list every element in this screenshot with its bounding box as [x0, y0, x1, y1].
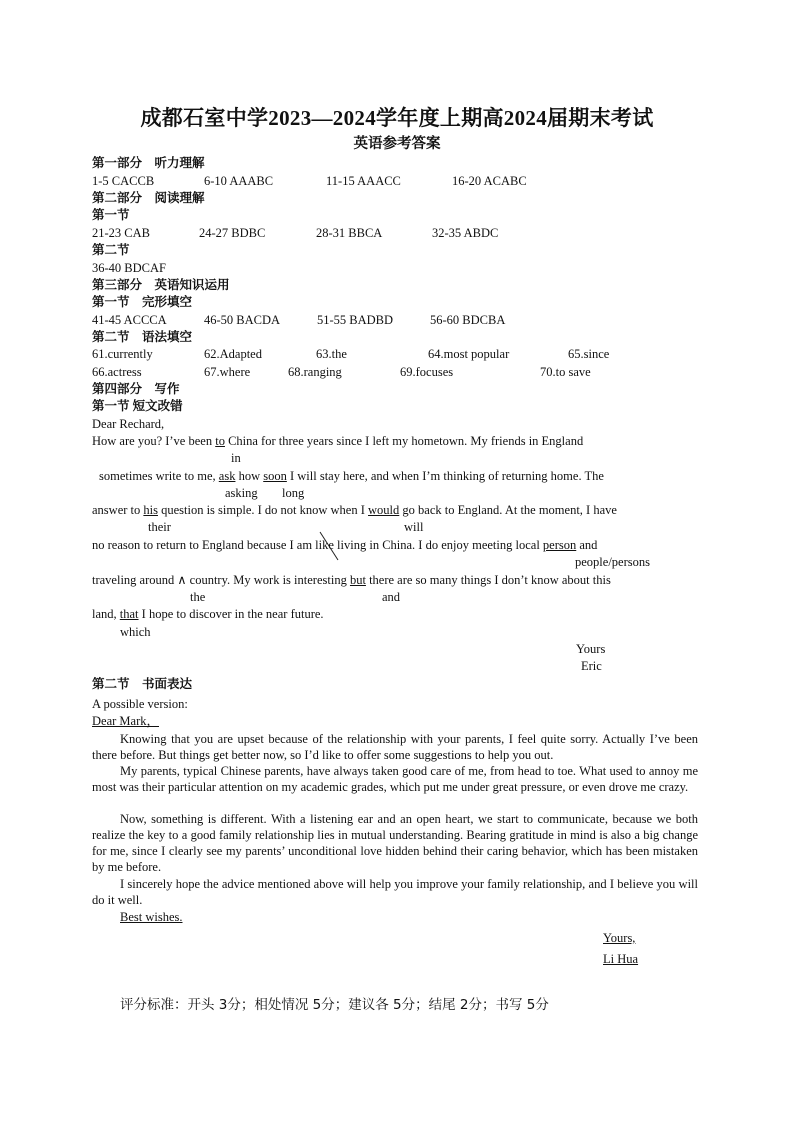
error-word: person [542, 538, 577, 552]
sample-salutation: Dear Mark， [92, 714, 159, 728]
part4-section2-heading: 第二节 书面表达 [92, 677, 193, 691]
grammar-answer: 68.ranging [288, 365, 342, 379]
grammar-answer: 65.since [568, 347, 610, 361]
sample-signature: Li Hua [603, 952, 639, 966]
sample-paragraph: I sincerely hope the advice mentioned above will help you improve your family relationship, and I believe you will do it well. [92, 877, 698, 907]
passage-line: land, that I hope to discover in the near future. [92, 607, 324, 621]
answer-group: 11-15 AAACC [326, 174, 401, 188]
sample-wishes: Best wishes. [120, 910, 183, 924]
grammar-answer: 66.actress [92, 365, 142, 379]
part1-heading: 第一部分 听力理解 [92, 156, 205, 170]
answer-group: 16-20 ACABC [452, 174, 527, 188]
passage-line: sometimes write to me, ask how soon I will stay here, and when I’m thinking of returning home. The [99, 469, 604, 483]
grammar-answer: 70.to save [540, 365, 591, 379]
sample-paragraph: Knowing that you are upset because of the relationship with your parents, I feel quite sorry. Actually I’ve been there before. But things get better now, so I’d like to offer some suggestions to help you out. [92, 732, 698, 762]
letter-signature: Eric [581, 659, 602, 673]
error-word: would [368, 503, 400, 517]
answer-group: 28-31 BBCA [316, 226, 383, 240]
part3-heading: 第三部分 英语知识运用 [92, 278, 230, 292]
answer-group: 36-40 BDCAF [92, 261, 166, 275]
part2-section1-heading: 第一节 [92, 208, 130, 222]
passage-line: How are you? I’ve been to China for three years since I left my hometown. My friends in England [92, 434, 584, 448]
correction-word: and [382, 590, 401, 604]
error-word: soon [263, 469, 287, 483]
error-word: that [119, 607, 139, 621]
correction-word: their [148, 520, 171, 534]
grammar-answer: 61.currently [92, 347, 153, 361]
grammar-answer: 67.where [204, 365, 251, 379]
sample-intro: A possible version: [92, 697, 188, 711]
correction-word: in [231, 451, 241, 465]
sample-paragraph: Now, something is different. With a listening ear and an open heart, we start to communicate, because we both realize the key to a good family relationship lies in mutual understanding. Bearing gratitude in mind is also a big change for me, since I clearly see my parents’ unconditional love hidden behind their caring behavior, which has been mistaken by me before. [92, 812, 698, 874]
correction-word: people/persons [575, 555, 650, 569]
answer-group: 41-45 ACCCA [92, 313, 167, 327]
grading-criteria: 评分标准：开头 3分；相处情况 5分；建议各 5分；结尾 2分；书写 5分 [120, 997, 549, 1013]
passage-line: no reason to return to England because I am like living in China. I do enjoy meeting local person and [92, 538, 598, 552]
answer-group: 6-10 AAABC [204, 174, 274, 188]
answer-group: 1-5 CACCB [92, 174, 155, 188]
answer-group: 32-35 ABDC [432, 226, 499, 240]
document-subtitle: 英语参考答案 [353, 136, 441, 152]
part2-heading: 第二部分 阅读理解 [92, 191, 205, 205]
error-word: but [349, 573, 366, 587]
answer-group: 56-60 BDCBA [430, 313, 506, 327]
grammar-answer: 63.the [316, 347, 347, 361]
error-word: to [215, 434, 225, 448]
grammar-answer: 69.focuses [400, 365, 454, 379]
part3-section2-heading: 第二节 语法填空 [92, 330, 193, 344]
part2-section2-heading: 第二节 [92, 243, 130, 257]
letter-greeting: Dear Rechard, [92, 417, 165, 431]
document-title: 成都石室中学2023—2024学年度上期高2024届期末考试 [140, 106, 654, 130]
sample-paragraph: My parents, typical Chinese parents, have always taken good care of me, from head to toe. What used to annoy me most was their particular attention on my academic grades, which put me under great pressure, or even drove me crazy. [92, 764, 698, 794]
answer-group: 51-55 BADBD [317, 313, 394, 327]
error-word: his [143, 503, 158, 517]
answer-group: 24-27 BDBC [199, 226, 266, 240]
passage-line: answer to his question is simple. I do not know when I would go back to England. At the moment, I have [92, 503, 617, 517]
correction-word: will [404, 520, 424, 534]
part4-section1-heading: 第一节 短文改错 [92, 399, 183, 413]
error-word: ask [218, 469, 236, 483]
deletion-mark [318, 531, 340, 561]
letter-closing: Yours [576, 642, 606, 656]
correction-word: the [190, 590, 206, 604]
answer-group: 46-50 BACDA [204, 313, 281, 327]
correction-word: long [282, 486, 305, 500]
sample-closing: Yours, [603, 931, 636, 945]
grammar-answer: 64.most popular [428, 347, 510, 361]
part4-heading: 第四部分 写作 [92, 382, 180, 396]
correction-word: which [120, 625, 151, 639]
grammar-answer: 62.Adapted [204, 347, 262, 361]
answer-group: 21-23 CAB [92, 226, 150, 240]
part3-section1-heading: 第一节 完形填空 [92, 295, 193, 309]
correction-word: asking [225, 486, 258, 500]
passage-line: traveling around ∧ country. My work is interesting but there are so many things I don’t know about this [92, 573, 611, 587]
